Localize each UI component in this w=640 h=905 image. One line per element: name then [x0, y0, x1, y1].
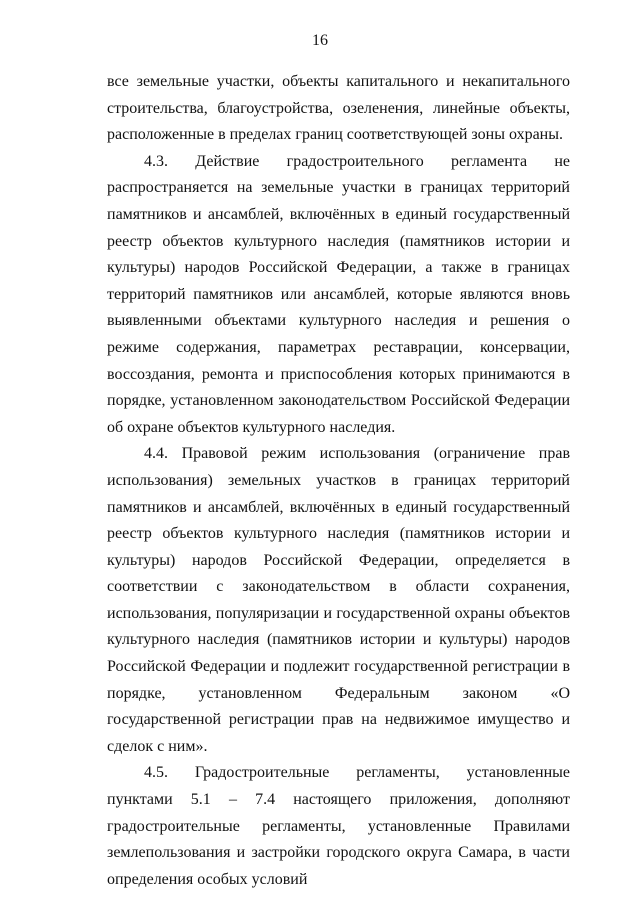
paragraph-continuation: все земельные участки, объекты капитального и некапитального строительства, благоустройства, озеленения, линейные объекты, расположенные в пределах границ соответствующей зоны охраны.: [107, 73, 570, 144]
document-body: [107, 69, 570, 893]
paragraph-4-5: 4.5. Градостроительные регламенты, установленные пунктами 5.1 – 7.4 настоящего приложения, дополняют градостроительные регламенты, установленные Правилами землепользования и застройки городского округа Самара, в части определения особых условий: [107, 764, 570, 888]
paragraph-4-4: 4.4. Правовой режим использования (ограничение прав использования) земельных участков в границах территорий памятников и ансамблей, включённых в единый государственный реестр объектов культурного наследия (памятников истории и культуры) народов Российской Федерации, определяется в соответствии с законодательством в области сохранения, использования, популяризации и государственной охраны объектов культурного наследия (памятников истории и культуры) народов Российской Федерации и подлежит государственной регистрации в порядке, установленном Федеральным законом «О государственной регистрации прав на недвижимое имущество и сделок с ним».: [107, 445, 570, 755]
page-number: 16: [312, 32, 328, 49]
paragraph-4-3: 4.3. Действие градостроительного регламента не распространяется на земельные участки в границах территорий памятников и ансамблей, включённых в единый государственный реестр объектов культурного наследия (памятников истории и культуры) народов Российской Федерации, а также в границах территорий памятников или ансамблей, которые являются вновь выявленными объектами культурного наследия и решения о режиме содержания, параметрах реставрации, консервации, воссоздания, ремонта и приспособления которых принимаются в порядке, установленном законодательством Российской Федерации об охране объектов культурного наследия.: [107, 152, 570, 436]
